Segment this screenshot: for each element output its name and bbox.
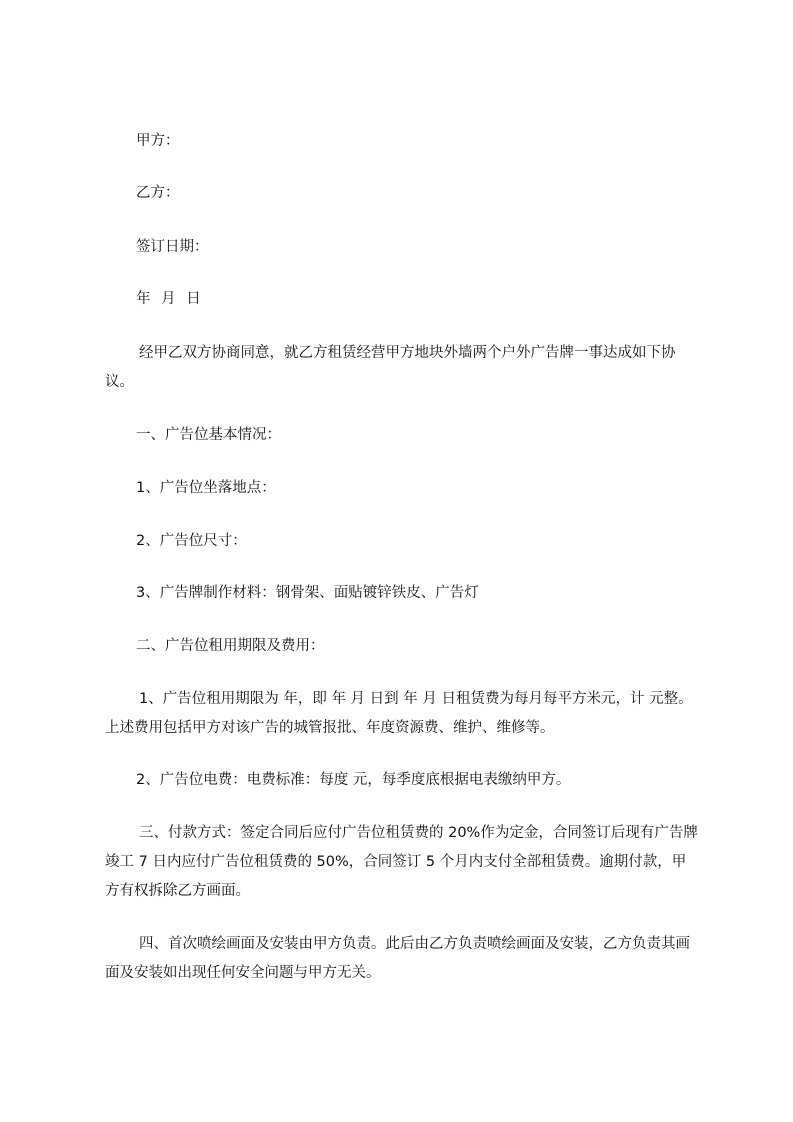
- section-1-title: 一、广告位基本情况：: [136, 427, 281, 443]
- section-2-item-2: 2、广告位电费：电费标准：每度 元，每季度底根据电表缴纳甲方。: [136, 772, 571, 788]
- section-1-item-1: 1、广告位坐落地点：: [136, 480, 276, 496]
- section-3-paragraph: 三、付款方式：签定合同后应付广告位租赁费的 20%作为定金，合同签订后现有广告牌竣工 7 日内应付广告位租赁费的 50%，合同签订 5 个月内支付全部租赁费。逾期付款，甲方有权拆除乙方画面。: [105, 825, 698, 899]
- section-4-paragraph: 四、首次喷绘画面及安装由甲方负责。此后由乙方负责喷绘画面及安装，乙方负责其画面及安装如出现任何安全问题与甲方无关。: [105, 936, 690, 981]
- sign-date-label: 签订日期：: [136, 239, 209, 255]
- party-b-label: 乙方：: [136, 185, 180, 201]
- section-2-item-1: 1、广告位租用期限为 年，即 年 月 日到 年 月 日租赁费为每月每平方米元，计 元整。上述费用包括甲方对该广告的城管报批、年度资源费、维护、维修等。: [105, 691, 693, 736]
- intro-paragraph: 经甲乙双方协商同意，就乙方租赁经营甲方地块外墙两个户外广告牌一事达成如下协议。: [105, 345, 676, 390]
- section-1-item-2: 2、广告位尺寸：: [136, 533, 247, 549]
- date-line: 年 月 日: [136, 291, 201, 307]
- party-a-label: 甲方：: [136, 133, 180, 149]
- section-1-item-3: 3、广告牌制作材料：钢骨架、面贴镀锌铁皮、广告灯: [136, 585, 479, 601]
- section-2-title: 二、广告位租用期限及费用：: [136, 638, 325, 654]
